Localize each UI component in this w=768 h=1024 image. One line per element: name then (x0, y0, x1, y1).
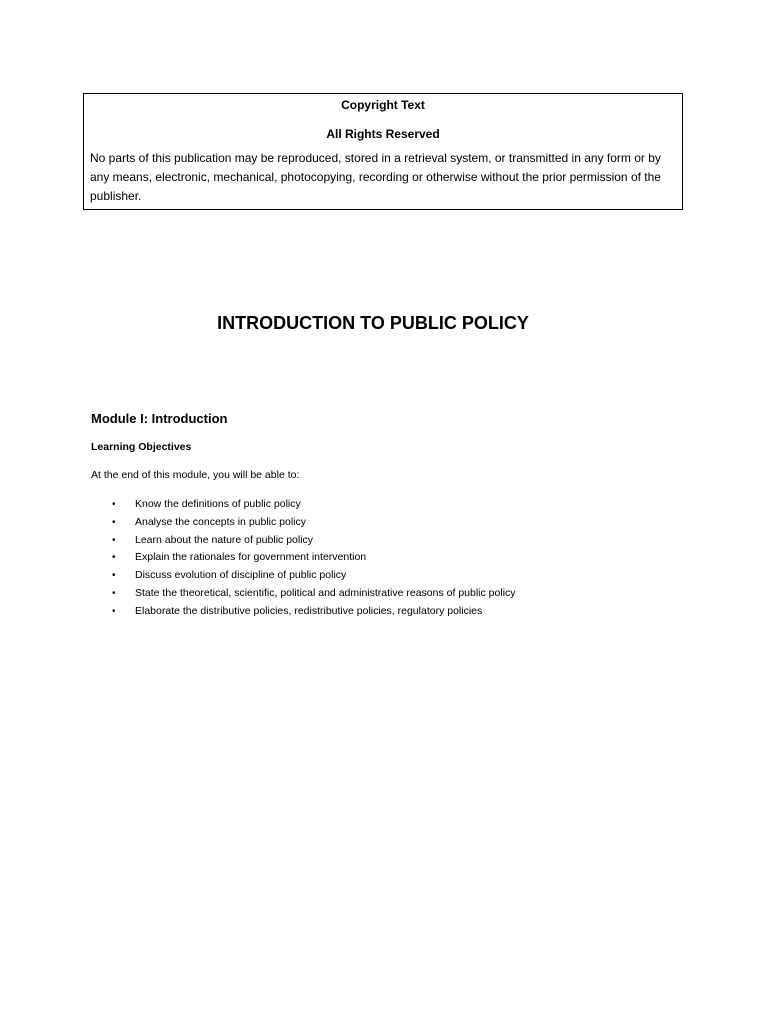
objective-text: Know the definitions of public policy (135, 498, 301, 510)
all-rights-reserved: All Rights Reserved (326, 127, 440, 141)
objective-text: State the theoretical, scientific, political and administrative reasons of public policy (135, 586, 516, 599)
bullet-icon: • (112, 499, 116, 510)
bullet-icon: • (112, 534, 116, 546)
document-title: INTRODUCTION TO PUBLIC POLICY (217, 313, 529, 333)
list-item (110, 567, 516, 585)
copyright-title: Copyright Text (341, 98, 425, 112)
objective-text: Discuss evolution of discipline of public policy (135, 569, 347, 582)
list-item (110, 532, 516, 550)
list-item (110, 603, 516, 621)
objectives-list (110, 496, 516, 621)
learning-objectives-heading: Learning Objectives (91, 441, 192, 453)
module-heading: Module I: Introduction (91, 411, 228, 426)
list-item (110, 549, 516, 567)
bullet-icon: • (112, 587, 116, 599)
list-item (110, 514, 516, 532)
objective-text: Analyse the concepts in public policy (135, 515, 307, 528)
objectives-intro: At the end of this module, you will be able to: (91, 469, 300, 481)
list-item (110, 585, 516, 603)
copyright-notice: No parts of this publication may be reproduced, stored in a retrieval system, or transmitted in any form or by any means, electronic, mechanical, photocopying, recording or otherwise without the prior permission of the publisher. (90, 151, 661, 203)
copyright-box (83, 93, 683, 210)
objective-text: Explain the rationales for government intervention (135, 551, 367, 564)
bullet-icon: • (112, 516, 116, 528)
objective-text: Learn about the nature of public policy (135, 533, 314, 546)
bullet-icon: • (112, 605, 116, 617)
list-item (110, 496, 516, 514)
objective-text: Elaborate the distributive policies, redistributive policies, regulatory policies (135, 604, 483, 617)
bullet-icon: • (112, 570, 116, 582)
bullet-icon: • (112, 552, 116, 564)
